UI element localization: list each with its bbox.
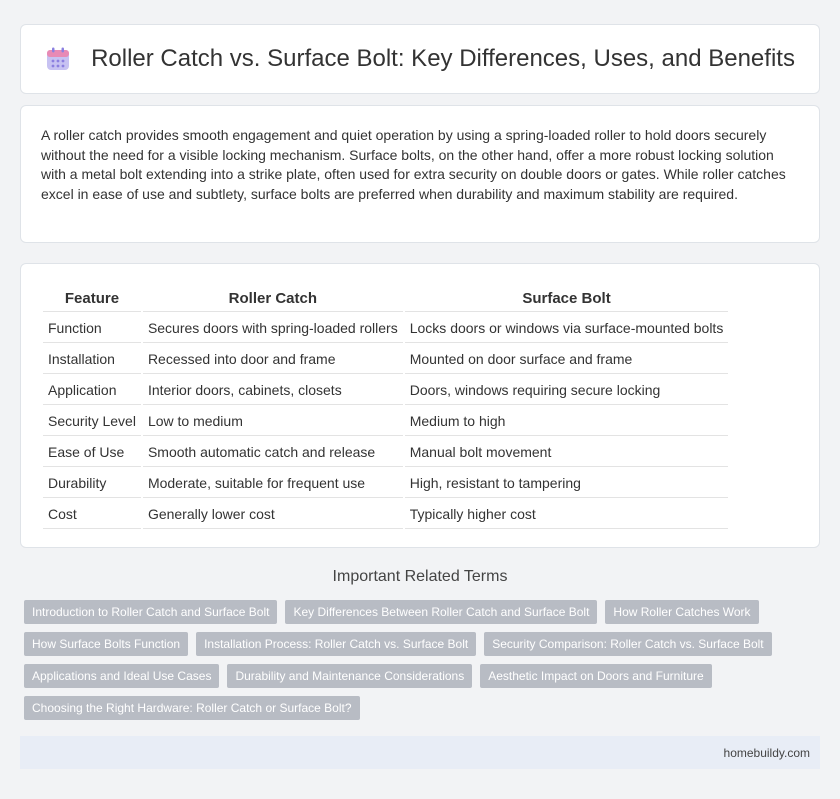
table-cell: Function bbox=[43, 314, 141, 343]
table-row bbox=[43, 469, 728, 498]
page-title: Roller Catch vs. Surface Bolt: Key Differences, Uses, and Benefits bbox=[91, 45, 795, 72]
column-header-feature: Feature bbox=[43, 286, 141, 312]
related-term-tag[interactable]: Aesthetic Impact on Doors and Furniture bbox=[480, 664, 711, 688]
calendar-icon bbox=[45, 46, 71, 72]
related-terms-list bbox=[24, 600, 784, 720]
table-cell: Smooth automatic catch and release bbox=[143, 438, 403, 467]
table-cell: Security Level bbox=[43, 407, 141, 436]
table-cell: Medium to high bbox=[405, 407, 729, 436]
table-cell: Doors, windows requiring secure locking bbox=[405, 376, 729, 405]
header-card bbox=[20, 24, 820, 94]
table-row bbox=[43, 345, 728, 374]
related-term-tag[interactable]: How Surface Bolts Function bbox=[24, 632, 188, 656]
table-cell: Recessed into door and frame bbox=[143, 345, 403, 374]
column-header-surface-bolt: Surface Bolt bbox=[405, 286, 729, 312]
related-terms-title: Important Related Terms bbox=[332, 568, 508, 585]
related-term-tag[interactable]: Choosing the Right Hardware: Roller Catch or Surface Bolt? bbox=[24, 696, 360, 720]
table-cell: Secures doors with spring-loaded rollers bbox=[143, 314, 403, 343]
table-cell: Locks doors or windows via surface-mounted bolts bbox=[405, 314, 729, 343]
related-term-tag[interactable]: Applications and Ideal Use Cases bbox=[24, 664, 219, 688]
intro-card bbox=[20, 105, 820, 243]
related-term-tag[interactable]: Introduction to Roller Catch and Surface Bolt bbox=[24, 600, 277, 624]
related-term-tag[interactable]: Installation Process: Roller Catch vs. Surface Bolt bbox=[196, 632, 476, 656]
table-cell: Application bbox=[43, 376, 141, 405]
table-cell: Low to medium bbox=[143, 407, 403, 436]
comparison-table bbox=[41, 284, 730, 531]
footer-site-link[interactable]: homebuildy.com bbox=[723, 745, 810, 760]
table-cell: Installation bbox=[43, 345, 141, 374]
table-cell: Mounted on door surface and frame bbox=[405, 345, 729, 374]
table-cell: Interior doors, cabinets, closets bbox=[143, 376, 403, 405]
table-cell: Ease of Use bbox=[43, 438, 141, 467]
table-cell: Moderate, suitable for frequent use bbox=[143, 469, 403, 498]
table-row bbox=[43, 376, 728, 405]
related-term-tag[interactable]: Key Differences Between Roller Catch and Surface Bolt bbox=[285, 600, 597, 624]
table-row bbox=[43, 500, 728, 529]
table-cell: Manual bolt movement bbox=[405, 438, 729, 467]
table-row bbox=[43, 407, 728, 436]
table-row bbox=[43, 438, 728, 467]
related-term-tag[interactable]: Durability and Maintenance Considerations bbox=[227, 664, 472, 688]
table-cell: Typically higher cost bbox=[405, 500, 729, 529]
intro-paragraph: A roller catch provides smooth engagement and quiet operation by using a spring-loaded roller to hold doors securely without the need for a visible locking mechanism. Surface bolts, on the other hand, offer a more robust locking solution with a metal bolt extending into a strike plate, often used for extra security on double doors or gates. While roller catches excel in ease of use and subtlety, surface bolts are preferred when durability and maximum stability are required. bbox=[41, 127, 786, 202]
table-cell: High, resistant to tampering bbox=[405, 469, 729, 498]
related-term-tag[interactable]: Security Comparison: Roller Catch vs. Surface Bolt bbox=[484, 632, 771, 656]
table-cell: Cost bbox=[43, 500, 141, 529]
footer bbox=[20, 736, 820, 769]
table-cell: Durability bbox=[43, 469, 141, 498]
comparison-table-card bbox=[20, 263, 820, 548]
column-header-roller-catch: Roller Catch bbox=[143, 286, 403, 312]
table-row bbox=[43, 314, 728, 343]
related-term-tag[interactable]: How Roller Catches Work bbox=[605, 600, 758, 624]
table-header-row bbox=[43, 286, 728, 312]
table-cell: Generally lower cost bbox=[143, 500, 403, 529]
